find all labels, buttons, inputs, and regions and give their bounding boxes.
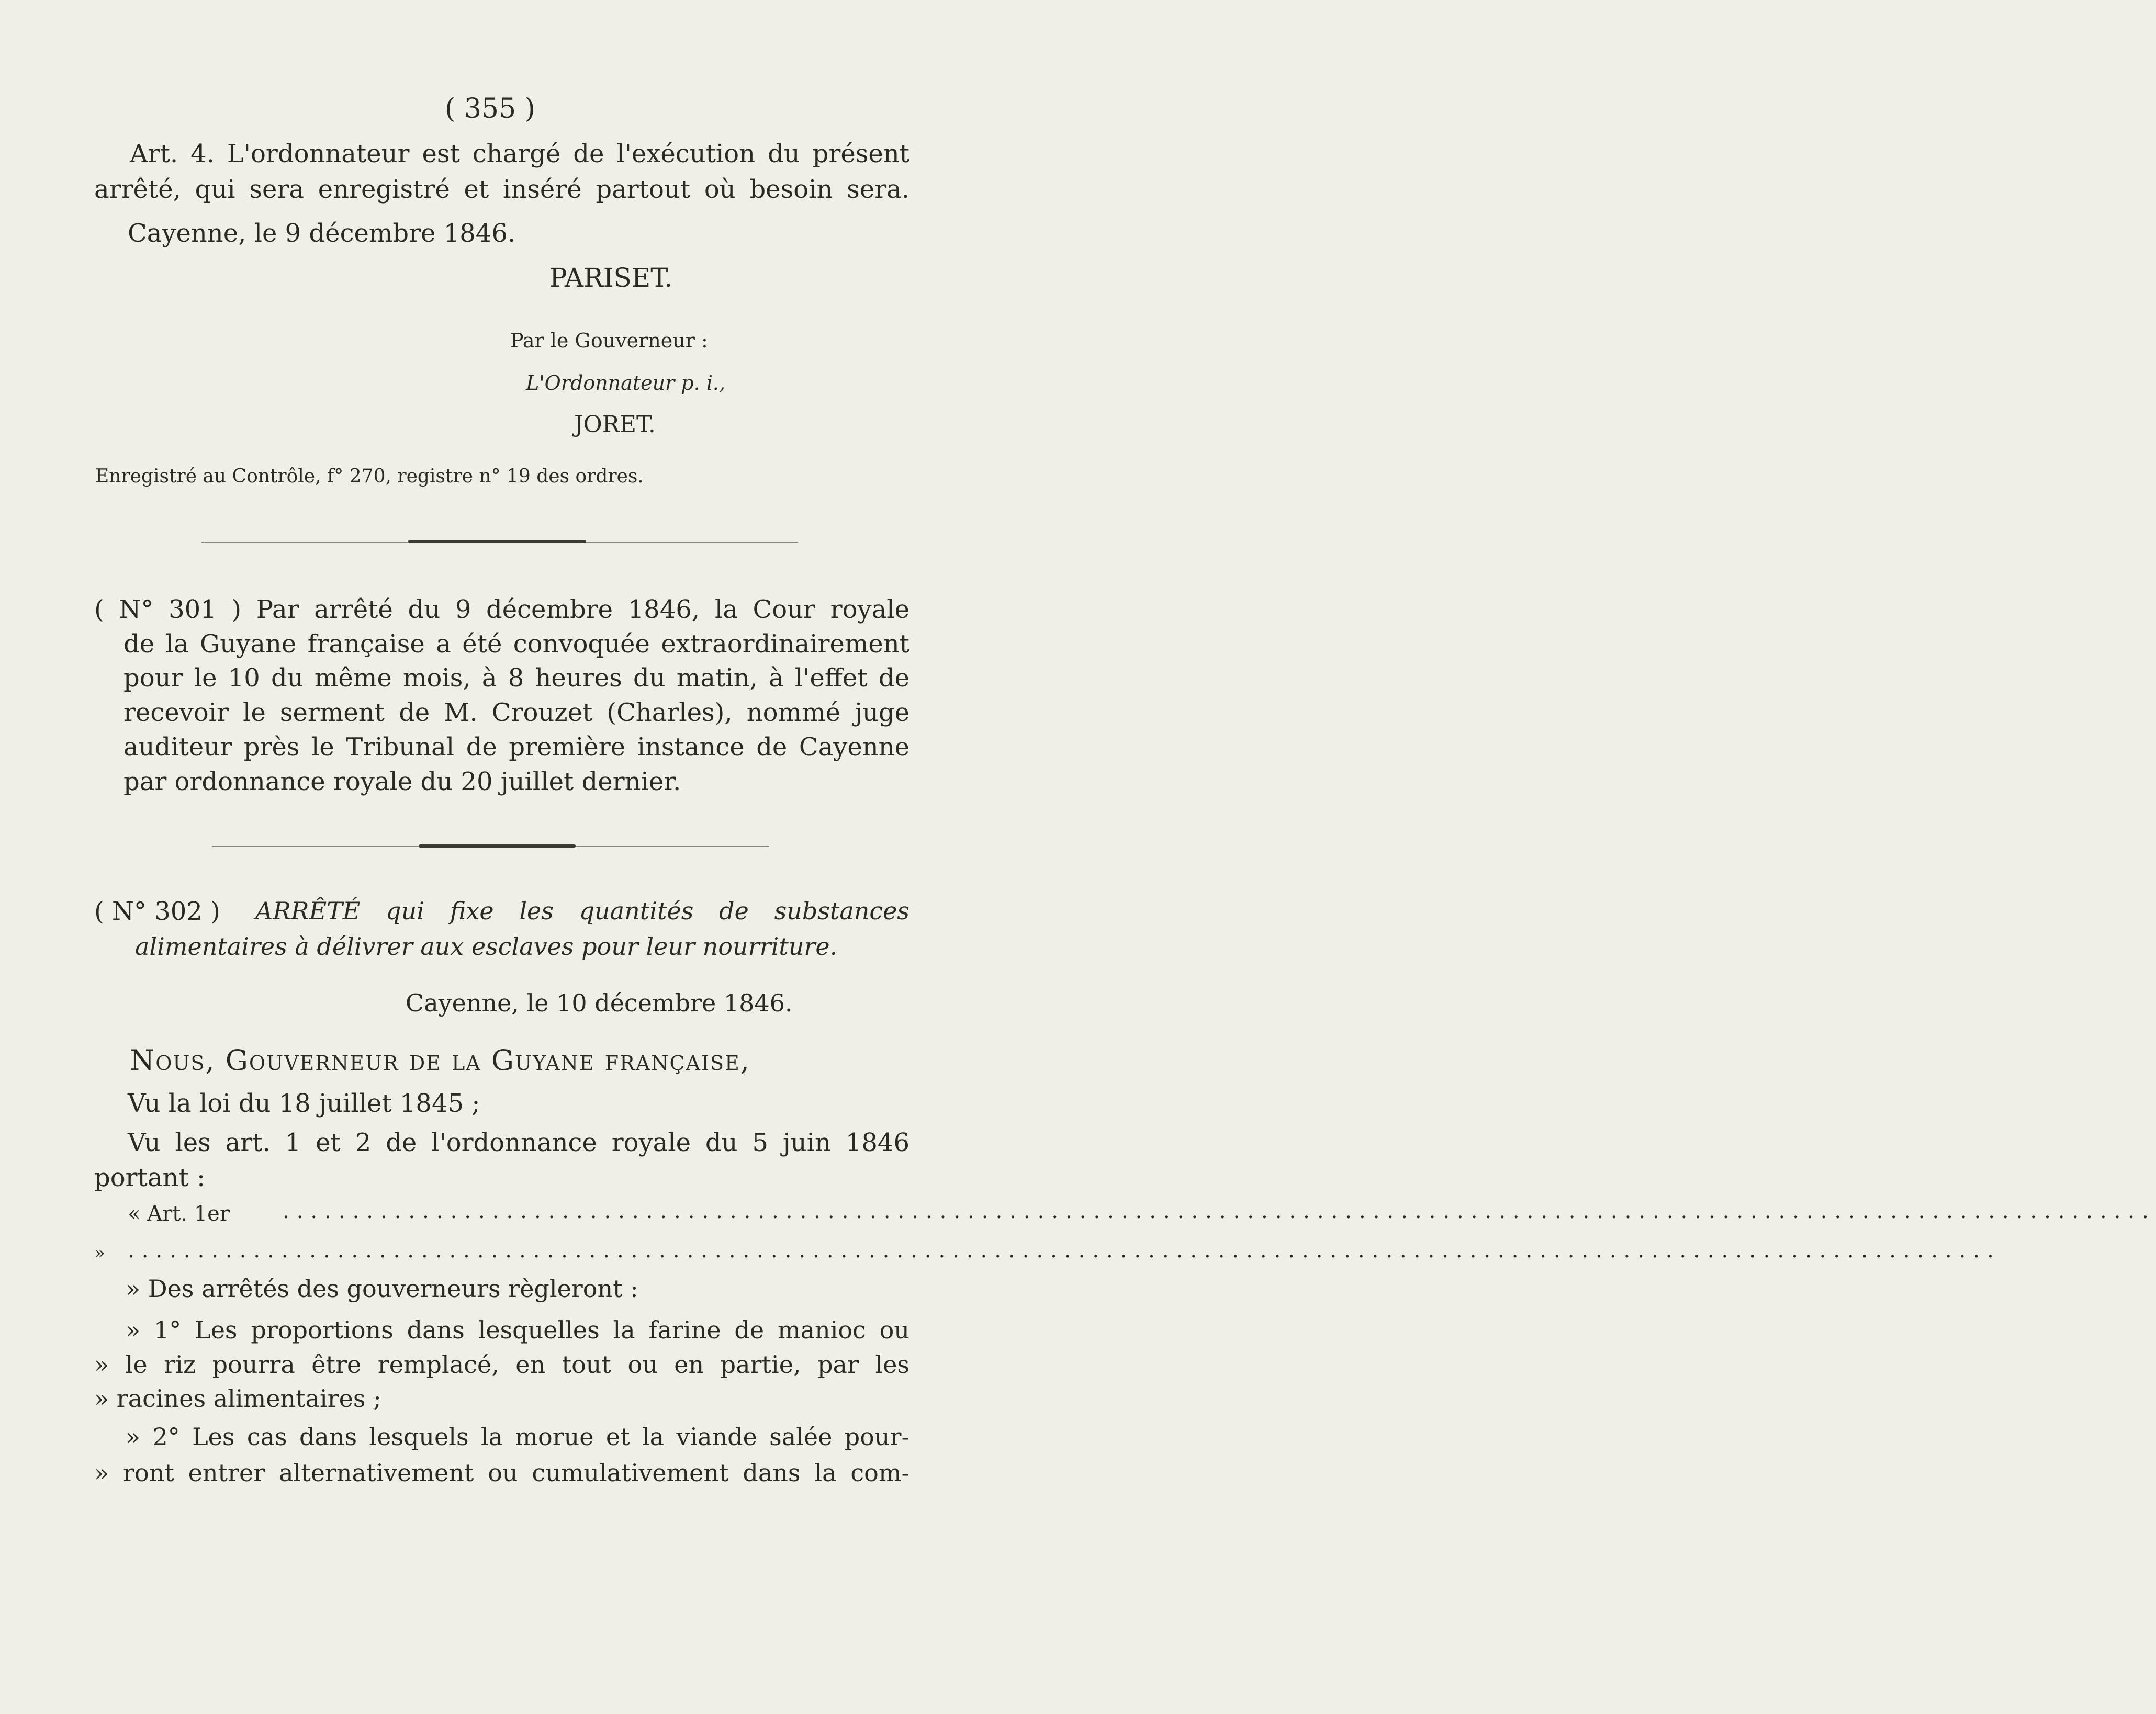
n301-line: pour le 10 du même mois, à 8 heures du matin, à l'effet de — [123, 663, 909, 693]
art4-line-2: arrêté, qui sera enregistré et inséré partout où besoin sera. — [94, 175, 909, 204]
place-date: Cayenne, le 9 décembre 1846. — [128, 219, 516, 248]
nous-gouverneur: Nous, Gouverneur de la Guyane française, — [130, 1044, 750, 1077]
vu-ordonnance-line-1: Vu les art. 1 et 2 de l'ordonnance royale du 5 juin 1846 — [128, 1128, 909, 1157]
separator-rule-center — [419, 844, 576, 848]
body-line: » racines alimentaires ; — [94, 1384, 381, 1413]
page-number: ( 355 ) — [445, 93, 535, 125]
signature-joret: JORET. — [574, 411, 656, 438]
n302-title-line-1: ARRÊTÉ qui fixe les quantités de substances — [255, 897, 909, 925]
par-le-gouverneur: Par le Gouverneur : — [510, 329, 708, 352]
n301-line: de la Guyane française a été convoquée extraordinairement — [123, 629, 909, 659]
ordonnateur-line: L'Ordonnateur p. i., — [526, 371, 726, 394]
n302-place-date: Cayenne, le 10 décembre 1846. — [406, 989, 793, 1017]
body-line: » Des arrêtés des gouverneurs règleront : — [126, 1275, 638, 1303]
n301-line: auditeur près le Tribunal de première instance de Cayenne — [123, 732, 909, 762]
n301-line: par ordonnance royale du 20 juillet dernier. — [123, 767, 681, 796]
n302-title-line-2: alimentaires à délivrer aux esclaves pour leur nourriture. — [135, 932, 838, 961]
n302-number: ( N° 302 ) — [94, 897, 220, 926]
body-line: » 1° Les proportions dans lesquelles la farine de manioc ou — [126, 1316, 909, 1344]
n301-line: ( N° 301 ) Par arrêté du 9 décembre 1846, la Cour royale — [94, 595, 909, 624]
art4-line-1: Art. 4. L'ordonnateur est chargé de l'exécution du présent — [130, 139, 909, 168]
quote-close-mark: » — [94, 1243, 105, 1264]
body-line: » ront entrer alternativement ou cumulativement dans la com- — [94, 1459, 909, 1487]
vu-ordonnance-line-2: portant : — [94, 1163, 206, 1192]
body-line: » 2° Les cas dans lesquels la morue et la viande salée pour- — [126, 1423, 909, 1451]
separator-rule-center — [408, 540, 586, 543]
vu-loi: Vu la loi du 18 juillet 1845 ; — [128, 1089, 480, 1118]
quote-art-1er: « Art. 1er — [128, 1202, 230, 1226]
signature-pariset: PARISET. — [549, 263, 673, 293]
n301-line: recevoir le serment de M. Crouzet (Charles), nommé juge — [123, 698, 909, 727]
body-line: » le riz pourra être remplacé, en tout ou en partie, par les — [94, 1350, 909, 1379]
ellipsis-dots: ...................................................................................................................................... — [128, 1238, 2001, 1262]
registration-note: Enregistré au Contrôle, f° 270, registre n° 19 des ordres. — [95, 466, 644, 487]
ellipsis-dots: ...................................................................................................................................... — [283, 1199, 2156, 1223]
